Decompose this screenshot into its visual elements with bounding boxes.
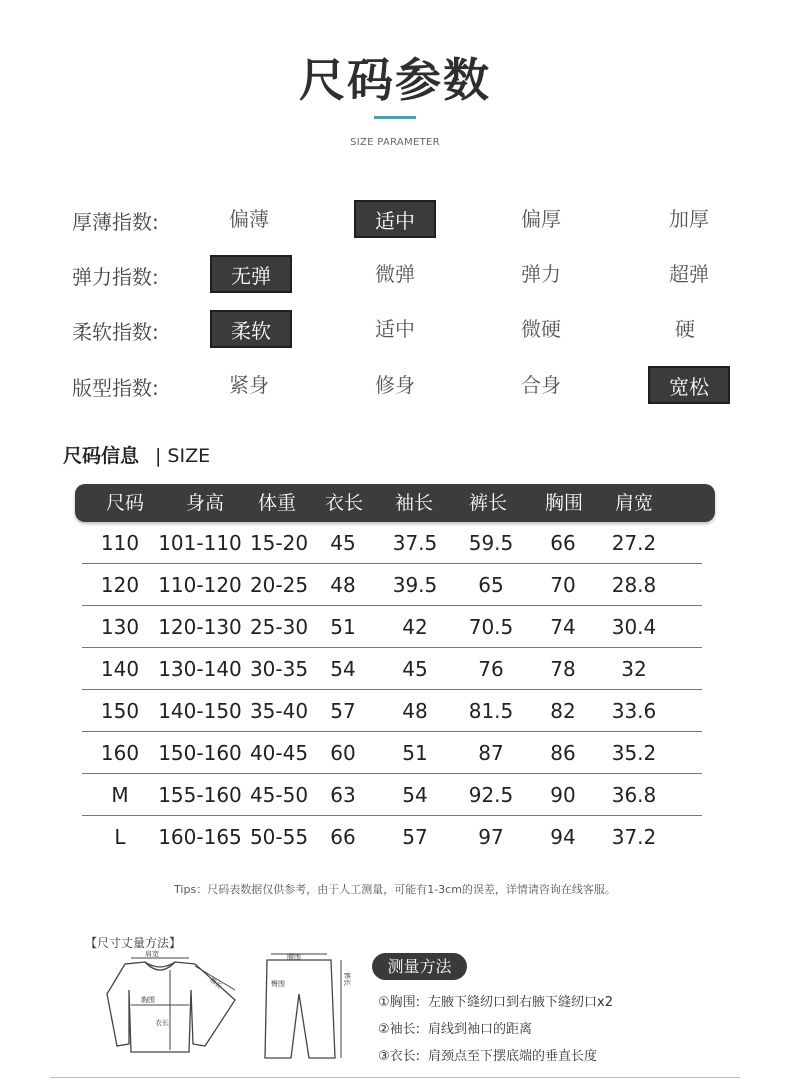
- column-header: 肩宽: [614, 492, 653, 514]
- index-option: 适中: [375, 317, 415, 341]
- table-row: [82, 522, 702, 564]
- shirt-outline-icon: [107, 962, 235, 1052]
- method-key: ②袖长:: [378, 1022, 421, 1037]
- cell-top-length: 51: [330, 615, 356, 639]
- cell-pants-length: 65: [478, 573, 504, 597]
- size-section-title: 尺码信息: [63, 445, 140, 467]
- table-row: [82, 564, 702, 606]
- cell-size: 130: [100, 615, 140, 639]
- index-option-selected: 适中: [354, 200, 436, 238]
- cell-size: L: [114, 825, 126, 849]
- index-option: 弹力: [521, 262, 561, 286]
- cell-weight: 35-40: [249, 699, 309, 723]
- measure-title: 【尺寸丈量方法】: [85, 936, 182, 950]
- column-header: 胸围: [544, 492, 583, 514]
- column-header: 衣长: [324, 492, 363, 514]
- column-header: 尺码: [105, 492, 144, 514]
- cell-height: 101-110: [158, 531, 242, 555]
- cell-size: 120: [100, 573, 140, 597]
- sleeve-label: 袖长: [207, 975, 224, 991]
- cell-size: 150: [100, 699, 140, 723]
- cell-weight: 45-50: [249, 783, 309, 807]
- pants-length-label: 裤长: [343, 972, 351, 986]
- cell-shoulder: 27.2: [611, 531, 657, 555]
- cell-shoulder: 33.6: [611, 699, 657, 723]
- cell-height: 160-165: [158, 825, 242, 849]
- method-line-chest: [378, 991, 613, 1010]
- method-badge: 测量方法: [372, 953, 467, 980]
- cell-top-length: 66: [330, 825, 356, 849]
- index-option-selected: 宽松: [648, 366, 730, 404]
- index-label: 版型指数:: [72, 376, 159, 400]
- cell-top-length: 57: [330, 699, 356, 723]
- cell-top-length: 48: [330, 573, 356, 597]
- cell-chest: 78: [550, 657, 576, 681]
- table-row: [82, 648, 702, 690]
- method-text: 肩颈点至下摆底端的垂直长度: [428, 1049, 598, 1064]
- cell-shoulder: 37.2: [611, 825, 657, 849]
- waist-label: 腰围: [287, 953, 301, 961]
- cell-top-length: 54: [330, 657, 356, 681]
- cell-pants-length: 97: [478, 825, 504, 849]
- cell-sleeve: 37.5: [392, 531, 438, 555]
- cell-shoulder: 30.4: [611, 615, 657, 639]
- cell-pants-length: 70.5: [468, 615, 514, 639]
- clothing-diagram: [95, 950, 355, 1065]
- cell-sleeve: 45: [402, 657, 428, 681]
- cell-weight: 50-55: [249, 825, 309, 849]
- index-option: 紧身: [229, 373, 269, 397]
- cell-size: M: [111, 783, 129, 807]
- cell-height: 130-140: [158, 657, 242, 681]
- index-label: 柔软指数:: [72, 320, 159, 344]
- cell-sleeve: 51: [402, 741, 428, 765]
- cell-chest: 90: [550, 783, 576, 807]
- index-option: 微弹: [375, 262, 415, 286]
- cell-size: 140: [100, 657, 140, 681]
- index-option: 合身: [521, 373, 561, 397]
- method-text: 肩线到袖口的距离: [428, 1022, 533, 1037]
- pants-outline-icon: [265, 960, 335, 1058]
- cell-chest: 94: [550, 825, 576, 849]
- size-section-separator: |: [155, 445, 162, 467]
- cell-sleeve: 39.5: [392, 573, 438, 597]
- index-option: 修身: [375, 373, 415, 397]
- cell-chest: 66: [550, 531, 576, 555]
- cell-pants-length: 59.5: [468, 531, 514, 555]
- tips-text: Tips：尺码表数据仅供参考，由于人工测量，可能有1-3cm的误差，详情请咨询在线客服。: [174, 883, 616, 896]
- cell-shoulder: 36.8: [611, 783, 657, 807]
- cell-height: 140-150: [158, 699, 242, 723]
- index-option: 加厚: [669, 207, 709, 231]
- cell-height: 155-160: [158, 783, 242, 807]
- table-row: [82, 774, 702, 816]
- table-row: [82, 690, 702, 732]
- cell-weight: 30-35: [249, 657, 309, 681]
- cell-sleeve: 48: [402, 699, 428, 723]
- cell-height: 120-130: [158, 615, 242, 639]
- table-row: [82, 732, 702, 774]
- index-option: 微硬: [521, 317, 561, 341]
- column-header: 裤长: [468, 492, 507, 514]
- cell-pants-length: 92.5: [468, 783, 514, 807]
- cell-top-length: 60: [330, 741, 356, 765]
- index-row-thickness: [0, 200, 790, 240]
- index-option: 偏薄: [229, 207, 269, 231]
- cell-shoulder: 28.8: [611, 573, 657, 597]
- index-row-softness: [0, 310, 790, 350]
- hip-label: 臀围: [271, 980, 285, 988]
- index-row-elasticity: [0, 255, 790, 295]
- cell-chest: 74: [550, 615, 576, 639]
- cell-shoulder: 35.2: [611, 741, 657, 765]
- cell-weight: 15-20: [249, 531, 309, 555]
- column-header: 身高: [185, 492, 224, 514]
- cell-height: 150-160: [158, 741, 242, 765]
- size-section-subtitle: SIZE: [167, 445, 211, 467]
- method-key: ①胸围:: [378, 995, 421, 1010]
- cell-pants-length: 76: [478, 657, 504, 681]
- index-label: 厚薄指数:: [72, 210, 159, 234]
- size-table-header: [75, 484, 715, 522]
- method-text: 左腋下缝纫口到右腋下缝纫口x2: [428, 995, 614, 1010]
- table-row: [82, 606, 702, 648]
- cell-size: 110: [100, 531, 140, 555]
- index-label: 弹力指数:: [72, 265, 159, 289]
- column-header: 体重: [257, 492, 296, 514]
- cell-size: 160: [100, 741, 140, 765]
- index-option: 偏厚: [521, 207, 561, 231]
- method-line-length: [378, 1045, 597, 1064]
- cell-pants-length: 81.5: [468, 699, 514, 723]
- cell-chest: 86: [550, 741, 576, 765]
- index-option: 硬: [675, 317, 695, 341]
- cell-weight: 25-30: [249, 615, 309, 639]
- size-section-heading: [63, 441, 210, 468]
- cell-weight: 20-25: [249, 573, 309, 597]
- cell-pants-length: 87: [478, 741, 504, 765]
- cell-weight: 40-45: [249, 741, 309, 765]
- cell-chest: 82: [550, 699, 576, 723]
- cell-height: 110-120: [158, 573, 242, 597]
- index-option-selected: 柔软: [210, 310, 292, 348]
- page-title: 尺码参数: [299, 53, 491, 107]
- method-key: ③衣长:: [378, 1049, 421, 1064]
- cell-top-length: 63: [330, 783, 356, 807]
- index-option: 超弹: [669, 262, 709, 286]
- cell-sleeve: 54: [402, 783, 428, 807]
- cell-sleeve: 57: [402, 825, 428, 849]
- measurement-diagram: [95, 950, 355, 1069]
- bottom-divider: [50, 1077, 740, 1078]
- length-label: 衣长: [155, 1019, 169, 1027]
- shoulder-label: 肩宽: [145, 950, 159, 958]
- index-option-selected: 无弹: [210, 255, 292, 293]
- method-line-sleeve: [378, 1018, 532, 1037]
- chest-label: 胸围: [141, 996, 155, 1004]
- cell-sleeve: 42: [402, 615, 428, 639]
- title-underline: [374, 116, 416, 119]
- table-row: [82, 816, 702, 858]
- index-row-fit: [0, 366, 790, 406]
- column-header: 袖长: [394, 492, 433, 514]
- cell-chest: 70: [550, 573, 576, 597]
- cell-shoulder: 32: [621, 657, 647, 681]
- cell-top-length: 45: [330, 531, 356, 555]
- page-subtitle: SIZE PARAMETER: [350, 137, 440, 148]
